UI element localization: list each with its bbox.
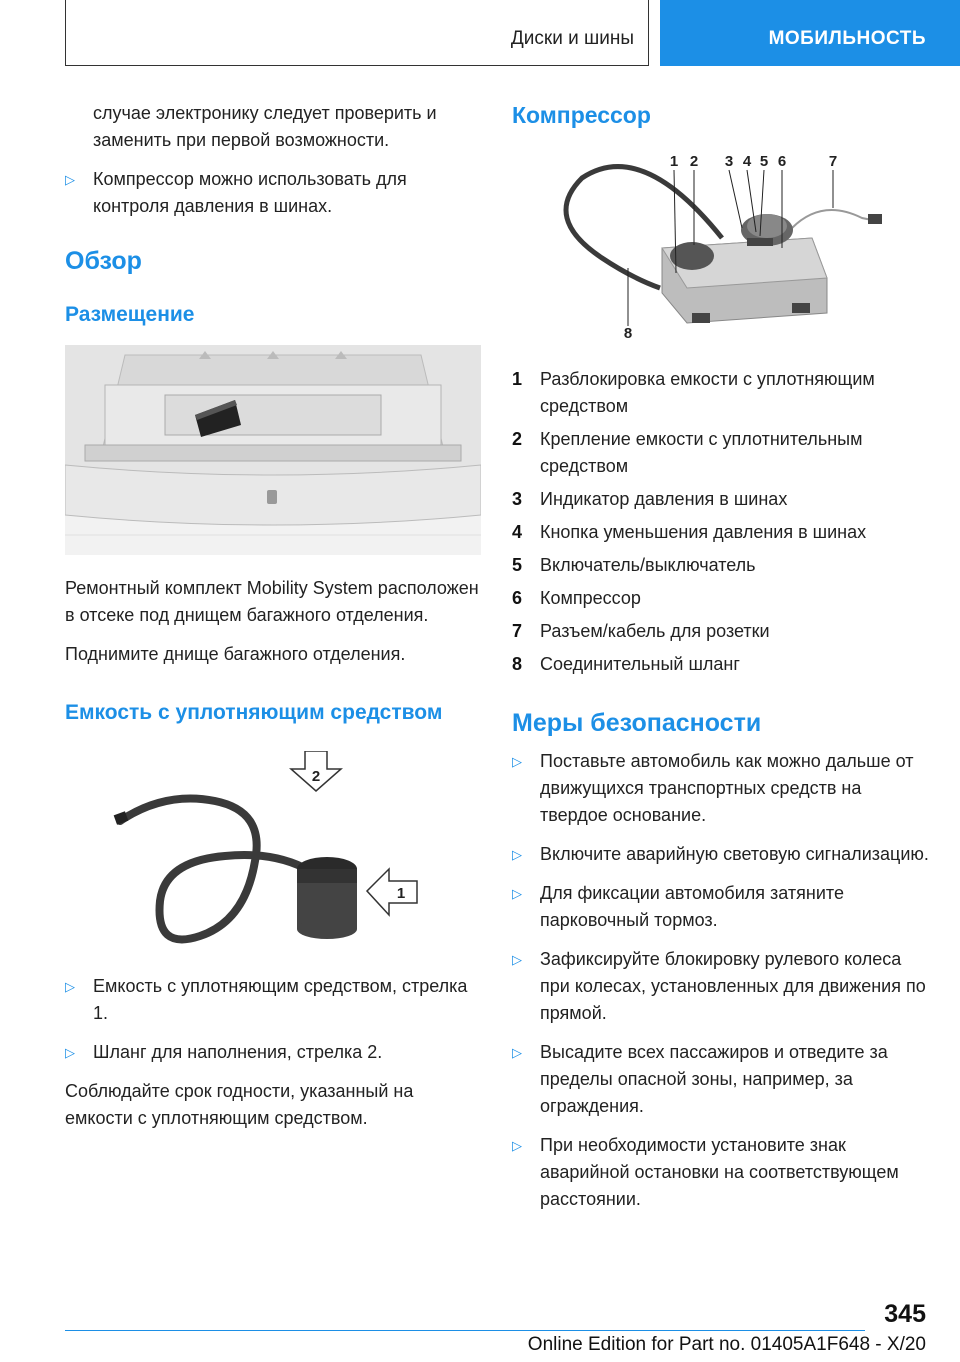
safety-bullet: ▷ Включите аварийную световую сигнализацию. xyxy=(512,841,932,868)
legend-item: 3 Индикатор давления в шинах xyxy=(512,489,788,509)
container-bullet-list xyxy=(65,973,485,1066)
bullet-marker-icon: ▷ xyxy=(65,172,75,187)
legend-item: 5 Включатель/выключатель xyxy=(512,555,756,575)
bullet-marker-icon: ▷ xyxy=(65,1045,75,1060)
heading-container: Емкость с уплотняющим средством xyxy=(65,701,443,724)
safety-bullet: ▷ Для фиксации автомобиля затяните парковочный тормоз. xyxy=(512,880,932,934)
fig-label-7: 7 xyxy=(828,153,838,170)
fig-label-6: 6 xyxy=(777,153,787,170)
legend-item: 2 Крепление емкости с уплотнительным средством xyxy=(512,429,863,476)
container-bullet: ▷ Шланг для наполнения, стрелка 2. xyxy=(65,1039,485,1066)
fig-label-4: 4 xyxy=(742,153,752,170)
compressor-legend xyxy=(512,366,932,678)
heading-overview: Обзор xyxy=(65,247,142,275)
legend-item: 6 Компрессор xyxy=(512,588,641,608)
left-column xyxy=(65,100,485,1144)
heading-safety: Меры безопасности xyxy=(512,709,762,737)
header-section-tab xyxy=(65,0,649,66)
bullet-marker-icon: ▷ xyxy=(512,847,522,862)
placement-paragraph-2: Поднимите днище багажного отделения. xyxy=(65,644,406,664)
bullet-marker-icon: ▷ xyxy=(65,979,75,994)
legend-item: 1 Разблокировка емкости с уплотняющим средством xyxy=(512,369,875,416)
heading-placement: Размещение xyxy=(65,303,195,326)
page-number: 345 xyxy=(884,1300,926,1328)
intro-bullet: ▷ Компрессор можно использовать для контроля давления в шинах. xyxy=(65,166,485,220)
safety-bullet: ▷ При необходимости установите знак аварийной остановки на соответствующем расстоянии. xyxy=(512,1132,932,1213)
fig-label-1: 1 xyxy=(396,885,406,902)
bullet-marker-icon: ▷ xyxy=(512,886,522,901)
safety-bullet: ▷ Поставьте автомобиль как можно дальше от движущихся транспортных средств на твердое основание. xyxy=(512,748,932,829)
legend-item: 4 Кнопка уменьшения давления в шинах xyxy=(512,522,867,542)
fig-label-1: 1 xyxy=(669,153,679,170)
header-chapter-title: МОБИЛЬНОСТЬ xyxy=(768,28,926,49)
bullet-marker-icon: ▷ xyxy=(512,952,522,967)
sealant-container-image xyxy=(105,751,425,951)
trunk-image xyxy=(65,345,481,555)
fig-label-8: 8 xyxy=(623,325,633,342)
header-chapter-tab xyxy=(660,0,960,66)
bullet-marker-icon: ▷ xyxy=(512,754,522,769)
legend-item: 7 Разъем/кабель для розетки xyxy=(512,621,770,641)
fig-label-3: 3 xyxy=(724,153,734,170)
fig-label-2: 2 xyxy=(311,768,321,785)
safety-bullet: ▷ Зафиксируйте блокировку рулевого колеса при колесах, установленных для движения по прямой. xyxy=(512,946,932,1027)
safety-bullet: ▷ Высадите всех пассажиров и отведите за пределы опасной зоны, например, за ограждения. xyxy=(512,1039,932,1120)
placement-paragraph-1: Ремонтный комплект Mobility System расположен в отсеке под днищем багажного отделения. xyxy=(65,578,479,625)
footer-divider xyxy=(65,1330,865,1331)
right-column xyxy=(512,100,932,1225)
intro-continuation: случае электронику следует проверить и заменить при первой возможности. xyxy=(93,103,437,150)
container-paragraph: Соблюдайте срок годности, указанный на емкости с уплотняющим средством. xyxy=(65,1081,414,1128)
fig-label-5: 5 xyxy=(759,153,769,170)
bullet-marker-icon: ▷ xyxy=(512,1138,522,1153)
edition-note: Online Edition for Part no. 01405A1F648 - X/20 xyxy=(527,1334,926,1355)
heading-compressor: Компрессор xyxy=(512,102,651,128)
fig-label-2: 2 xyxy=(689,153,699,170)
header-section-title: Диски и шины xyxy=(510,28,634,49)
container-bullet: ▷ Емкость с уплотняющим средством, стрелка 1. xyxy=(65,973,485,1027)
safety-bullet-list xyxy=(512,748,932,1213)
compressor-image xyxy=(542,148,892,348)
bullet-marker-icon: ▷ xyxy=(512,1045,522,1060)
legend-item: 8 Соединительный шланг xyxy=(512,654,740,674)
